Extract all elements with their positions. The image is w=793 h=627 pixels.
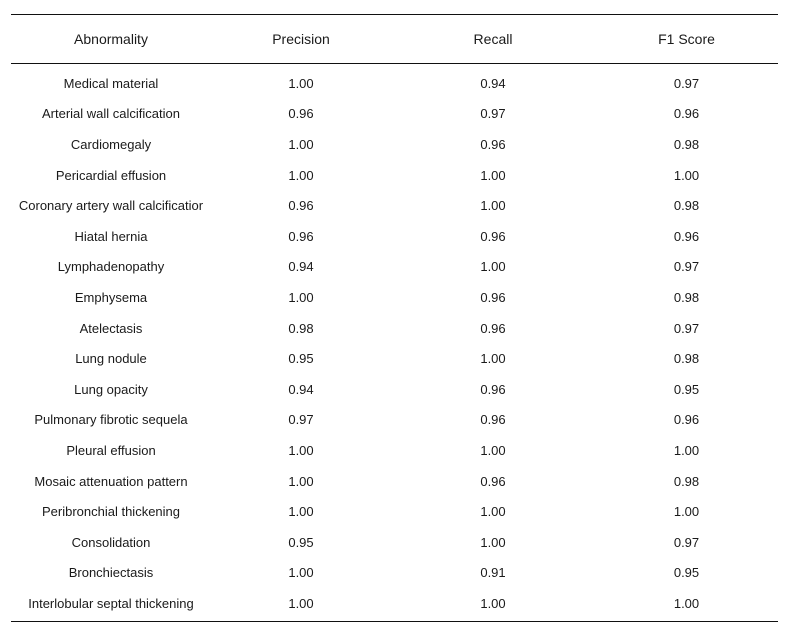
recall-cell: 1.00 [480, 198, 506, 214]
table-row [11, 190, 778, 221]
abnormality-cell: Emphysema [74, 289, 148, 305]
recall-cell: 1.00 [480, 167, 506, 183]
table-row [11, 282, 778, 313]
table-row [11, 221, 778, 252]
table-row [11, 99, 778, 130]
recall-cell: 1.00 [480, 595, 506, 611]
f1-score-cell: 0.97 [673, 259, 700, 275]
f1-score-cell: 0.98 [673, 473, 700, 489]
abnormality-cell: Coronary artery wall calcificatior [18, 198, 204, 214]
precision-cell: 1.00 [288, 289, 314, 305]
recall-cell: 1.00 [480, 259, 506, 275]
f1-score-cell: 0.95 [673, 381, 700, 397]
f1-score-cell: 0.96 [673, 412, 700, 428]
results-table [11, 14, 778, 622]
recall-cell: 1.00 [480, 504, 506, 520]
recall-cell: 0.96 [480, 320, 506, 336]
precision-cell: 0.96 [288, 228, 314, 244]
f1-score-cell: 0.98 [673, 136, 700, 152]
recall-cell: 1.00 [480, 534, 506, 550]
f1-score-cell: 0.96 [673, 106, 700, 122]
precision-cell: 1.00 [288, 136, 314, 152]
table-row [11, 405, 778, 436]
precision-cell: 1.00 [288, 595, 314, 611]
table-row [11, 435, 778, 466]
precision-cell: 1.00 [288, 442, 314, 458]
precision-cell: 0.94 [288, 259, 314, 275]
precision-cell: 0.96 [288, 106, 314, 122]
table-row [11, 160, 778, 191]
recall-cell: 0.96 [480, 412, 506, 428]
table-row [11, 496, 778, 527]
precision-cell: 1.00 [288, 504, 314, 520]
table-row [11, 588, 778, 621]
f1-score-cell: 0.96 [673, 228, 700, 244]
f1-score-cell: 0.97 [673, 75, 700, 91]
precision-cell: 0.97 [288, 412, 314, 428]
abnormality-cell: Hiatal hernia [74, 228, 148, 244]
precision-cell: 0.95 [288, 351, 314, 367]
recall-cell: 1.00 [480, 442, 506, 458]
abnormality-cell: Lymphadenopathy [57, 259, 165, 275]
table-row [11, 252, 778, 283]
precision-cell: 0.95 [288, 534, 314, 550]
f1-score-cell: 0.98 [673, 351, 700, 367]
abnormality-cell: Interlobular septal thickening [28, 595, 194, 611]
recall-cell: 0.96 [480, 381, 506, 397]
abnormality-cell: Pulmonary fibrotic sequela [34, 412, 188, 428]
recall-cell: 0.97 [480, 106, 506, 122]
header-recall: Recall [473, 31, 513, 47]
precision-cell: 1.00 [288, 167, 314, 183]
abnormality-cell: Medical material [63, 75, 159, 91]
f1-score-cell: 1.00 [673, 504, 700, 520]
abnormality-cell: Pericardial effusion [55, 167, 167, 183]
precision-cell: 0.98 [288, 320, 314, 336]
abnormality-cell: Pleural effusion [66, 442, 156, 458]
header-f1-score: F1 Score [658, 31, 715, 47]
f1-score-cell: 0.97 [673, 320, 700, 336]
recall-cell: 0.96 [480, 228, 506, 244]
table-row [11, 343, 778, 374]
abnormality-cell: Bronchiectasis [68, 565, 154, 581]
header-abnormality: Abnormality [74, 31, 148, 47]
f1-score-cell: 0.97 [673, 534, 700, 550]
recall-cell: 0.96 [480, 136, 506, 152]
header-precision: Precision [272, 31, 330, 47]
table-row [11, 313, 778, 344]
results-table-container [11, 14, 778, 622]
abnormality-cell: Consolidation [71, 534, 151, 550]
recall-cell: 1.00 [480, 351, 506, 367]
abnormality-cell: Lung nodule [75, 351, 147, 367]
f1-score-cell: 1.00 [673, 167, 700, 183]
f1-score-cell: 1.00 [673, 442, 700, 458]
table-row [11, 466, 778, 497]
f1-score-cell: 0.98 [673, 289, 700, 305]
precision-cell: 1.00 [288, 473, 314, 489]
abnormality-cell: Mosaic attenuation pattern [34, 473, 188, 489]
table-body [11, 64, 778, 622]
recall-cell: 0.94 [480, 75, 506, 91]
abnormality-cell: Atelectasis [79, 320, 143, 336]
f1-score-cell: 1.00 [673, 595, 700, 611]
f1-score-cell: 0.98 [673, 198, 700, 214]
table-row [11, 558, 778, 589]
recall-cell: 0.91 [480, 565, 506, 581]
recall-cell: 0.96 [480, 289, 506, 305]
header-row [11, 15, 778, 64]
f1-score-cell: 0.95 [673, 565, 700, 581]
precision-cell: 0.96 [288, 198, 314, 214]
abnormality-cell: Arterial wall calcification [42, 106, 180, 122]
precision-cell: 0.94 [288, 381, 314, 397]
table-row [11, 64, 778, 99]
table-row [11, 374, 778, 405]
abnormality-cell: Lung opacity [74, 381, 148, 397]
table-header [11, 15, 778, 64]
abnormality-cell: Cardiomegaly [70, 136, 152, 152]
abnormality-cell: Peribronchial thickening [41, 504, 181, 520]
precision-cell: 1.00 [288, 75, 314, 91]
table-row [11, 129, 778, 160]
table-row [11, 527, 778, 558]
recall-cell: 0.96 [480, 473, 506, 489]
precision-cell: 1.00 [288, 565, 314, 581]
